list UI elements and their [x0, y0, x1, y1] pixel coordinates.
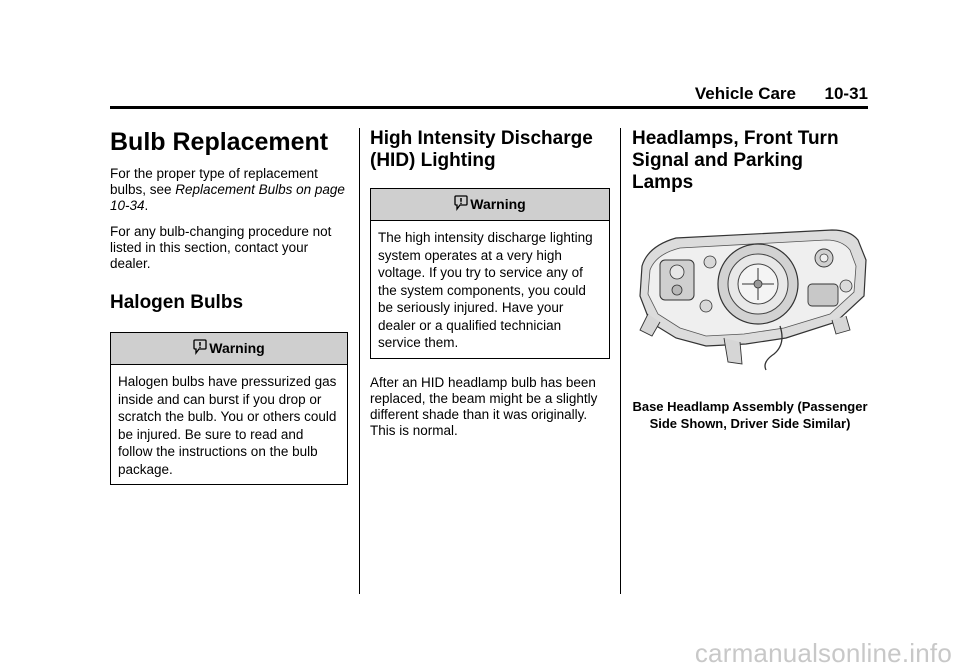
warning-header: [371, 189, 609, 221]
intro-paragraph: [110, 166, 348, 214]
hid-lighting-heading: High Intensity Discharge (HID) Lighting: [370, 128, 593, 171]
warning-icon: [193, 339, 207, 355]
dealer-paragraph: For any bulb-changing procedure not listed in this section, contact your dealer.: [110, 224, 332, 271]
section-title: Vehicle Care: [694, 84, 796, 103]
halogen-warning-box: [110, 332, 348, 485]
column-1: [110, 128, 348, 485]
hid-warning-text: The high intensity discharge lighting system operates at a very high voltage. If you try to service any of the system components, you could be seriously injured. Have your dealer or a qualified technician service them.: [378, 230, 593, 350]
warning-icon: [454, 195, 468, 211]
hid-warning-box: [370, 188, 610, 359]
warning-header: [111, 333, 347, 365]
halogen-warning-text: Halogen bulbs have pressurized gas inside and can burst if you drop or scratch the bulb. You or others could be injured. Be sure to read and follow the instructions on the bulb package.: [118, 374, 337, 477]
page-number: 10-31: [824, 84, 868, 103]
column-3: [632, 128, 868, 194]
halogen-bulbs-heading: Halogen Bulbs: [110, 292, 244, 313]
watermark: carmanualsonline.info: [694, 638, 952, 668]
hid-paragraph: After an HID headlamp bulb has been replaced, the beam might be a slightly different shade than it was originally. This is normal.: [370, 374, 598, 438]
column-2: [370, 128, 610, 449]
warning-label: Warning: [470, 196, 526, 212]
intro-text: For the proper type of replacement bulbs, see: [110, 166, 318, 197]
column-divider: [359, 128, 360, 594]
warning-label: Warning: [209, 340, 265, 356]
bulb-replacement-heading: Bulb Replacement: [110, 128, 329, 156]
headlamp-assembly-illustration: [636, 226, 868, 372]
replacement-bulbs-link[interactable]: Replacement Bulbs on page 10-34: [110, 182, 345, 213]
headlamps-heading: Headlamps, Front Turn Signal and Parking Lamps: [632, 128, 839, 193]
intro-end: .: [144, 198, 149, 213]
figure-caption: Base Headlamp Assembly (Passenger Side Shown, Driver Side Similar): [632, 399, 868, 431]
page-header: [110, 84, 868, 109]
column-divider: [620, 128, 621, 594]
